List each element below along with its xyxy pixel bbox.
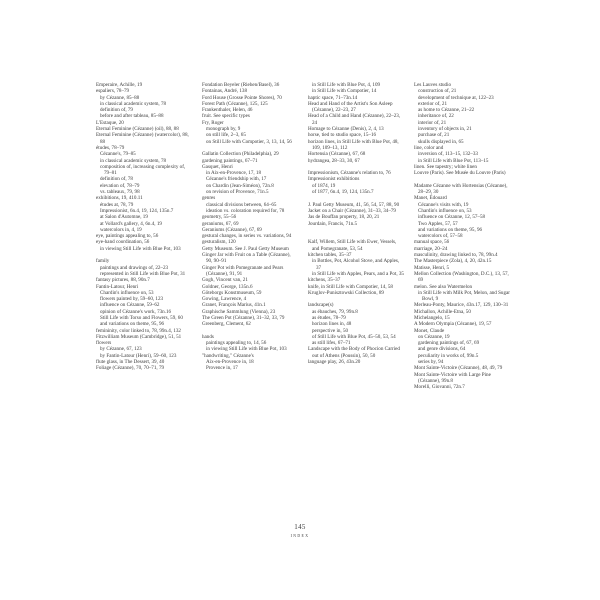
index-subentry: in viewing Still Life with Blue Pot, 103 <box>206 346 287 353</box>
index-column-2 <box>202 82 298 372</box>
index-entry: Fontainas, André, 138 <box>202 88 247 95</box>
index-subentry: and genre divisions, 64 <box>418 346 466 353</box>
index-subentry: as still lifes, 67–71 <box>312 340 351 347</box>
index-subentry: paintings appealing to, 14, 56 <box>206 340 267 347</box>
index-subentry: as ébauches, 79, 99n.8 <box>312 308 358 315</box>
index-entry: Jourdain, Francis, 71n.5 <box>308 220 358 227</box>
index-subentry: as home to Cézanne, 21–22 <box>418 107 475 114</box>
index-subentry: gardening paintings of, 67, 69 <box>418 340 480 347</box>
index-entry: espaliers, 78–79 <box>96 88 130 95</box>
index-entry: Greenberg, Clement, 62 <box>202 321 251 328</box>
index-entry: Gowing, Lawrence, 4 <box>202 296 247 303</box>
index-subentry: before and after tableau, 85–88 <box>100 113 164 120</box>
index-entry: Geraniums (Cézanne), 67, 69 <box>202 226 262 233</box>
index-subentry: Impressionist, 6n.4, 19, 124, 135n.7 <box>100 207 174 214</box>
index-entry: knife, in Still Life with Compotier, 14, 58 <box>308 283 393 290</box>
index-entry: Manet, Édouard <box>414 195 447 202</box>
index-entry: eye-hand coordination, 56 <box>96 239 150 246</box>
index-subentry: on revision of Provence, 71n.5 <box>206 189 269 196</box>
index-subentry: by Cézanne, 85–88 <box>100 94 140 101</box>
index-subentry: development of technique at, 122–23 <box>418 94 494 101</box>
index-entry: Impressionist exhibitions <box>308 176 360 183</box>
index-entry: L'Estaque, 20 <box>96 119 124 126</box>
index-subentry: peculiarity in works of, 99n.5 <box>418 352 479 359</box>
index-subentry: skulls displayed in, 65 <box>418 138 464 145</box>
index-subentry: perspective in, 50 <box>312 327 349 334</box>
index-entry: geraniums, 67, 69 <box>202 220 239 227</box>
index-entry: genres <box>202 195 216 202</box>
index-entry: Mont Sainte-Victoire with Large Pine (Cézanne), 99n.8 <box>414 371 491 384</box>
index-entry: landscape(s) <box>308 302 334 309</box>
index-subentry: elevation of, 78–79 <box>100 182 140 189</box>
index-subentry: in Still Life with Blue Pot, 4, 109 <box>312 82 381 88</box>
index-entry: femininity, color linked to, 78, 99n.4, 132 <box>96 327 181 334</box>
index-entry: Emperaire, Achille, 19 <box>96 82 143 88</box>
index-entry: Ginger Pot with Pomegranate and Pears (Cézanne), 91, 91 <box>202 264 284 277</box>
index-subentry: in Bottles, Pot, Alcohol Stove, and Apples, 37 <box>312 258 400 271</box>
index-subentry: Still Life with Torso and Flowers, 59, 60 <box>100 314 183 321</box>
index-subentry: in Still Life with Blue Pot, 113–15 <box>418 157 489 164</box>
index-entry: Goldner, George, 135n.6 <box>202 283 253 290</box>
index-subentry: Cézanne's, 79–85 <box>100 151 136 158</box>
index-entry: Göteborgs Konstmuseum, 59 <box>202 289 262 296</box>
index-entry: Forest Path (Cézanne), 125, 125 <box>202 100 268 107</box>
index-entry: family <box>96 258 110 265</box>
index-entry: Graphische Sammlung (Vienna), 23 <box>202 308 276 315</box>
running-head: INDEX <box>290 534 310 538</box>
index-subentry: of 1874, 19 <box>312 182 336 189</box>
index-subentry: on Chardin (Jean-Siméon), 72n.8 <box>206 182 274 189</box>
index-entry: Jas de Bouffan property, 18, 20, 21 <box>308 214 380 221</box>
index-entry: eye, paintings appealing to, 56 <box>96 233 159 240</box>
index-subentry: inheritance of, 22 <box>418 113 454 120</box>
index-entry: Morelli, Giovanni, 72n.7 <box>414 384 465 391</box>
index-entry: kitchens, 35–37 <box>308 277 341 284</box>
index-subentry: paintings and drawings of, 22–23 <box>100 264 169 271</box>
index-entry: Kruglov-Punisztowski Collection, 89 <box>308 289 384 296</box>
index-subentry: and variations on theme, 95, 96 <box>100 321 165 328</box>
index-entry: hands <box>202 333 214 340</box>
index-entry: Michelangelo, 15 <box>414 314 450 321</box>
index-subentry: interior of, 21 <box>418 119 447 126</box>
index-entry: Head and Hand of the Artist's Son Asleep (Cézanne), 22–23, 27 <box>308 100 393 114</box>
index-subentry: influence on Cézanne, 59–62 <box>100 302 160 309</box>
index-subentry: at Vollard's gallery, 4, 6n.4, 19 <box>100 220 162 227</box>
index-column-1 <box>96 82 192 372</box>
index-entry: gardening paintings, 67–71 <box>202 157 258 164</box>
index-entry: J. Paul Getty Museum, 41, 56, 54, 57, 88, 90 <box>308 201 400 208</box>
index-entry: Fondation Beyeler (Riehen/Basel), 36 <box>202 82 280 88</box>
index-entry: Granet, François Marius, 41n.1 <box>202 302 266 309</box>
index-entry: Les Lauves studio <box>414 82 452 88</box>
index-entry: language play, 26, 43n.20 <box>308 359 361 366</box>
index-subentry: watercolors in, 4, 19 <box>100 226 142 233</box>
index-subentry: inversion of, 113–15, 132–33 <box>418 151 478 158</box>
index-entry: horizon lines, in Still Life with Blue Pot, 48, 109, 109–13, 112 <box>308 138 399 151</box>
index-subentry: construction of, 21 <box>418 88 457 95</box>
index-subentry: in Aix-en-Provence, 17, 18 <box>206 170 262 177</box>
index-subentry: ideation vs. coloration required for, 78 <box>206 207 285 214</box>
index-subentry: at Salon d'Automne, 19 <box>100 214 148 221</box>
index-entry: kitchen tables, 35–37 <box>308 252 352 259</box>
index-subentry: monograph by, 9 <box>206 126 241 133</box>
index-subentry: Chardin's influence on, 53 <box>100 289 154 296</box>
index-subentry: Two Apples, 57, 57 <box>418 220 458 227</box>
page-number: 145 <box>294 523 306 531</box>
index-entry: Kalf, Willem, Still Life with Ewer, Vessels, and Pomegranate, 53, 54 <box>308 239 397 252</box>
index-subentry: in Still Life with Apples, Pears, and a Pot, 35 <box>312 270 404 277</box>
index-subentry: inventory of objects in, 21 <box>418 126 472 133</box>
index-subentry: Cézanne's friendship with, 17 <box>206 176 267 183</box>
index-entry: "handwriting," Cézanne's <box>202 352 254 359</box>
index-entry: Hortensia (Cézanne), 67, 68 <box>308 151 366 158</box>
index-entry: Landscape with the Body of Phocion Carried out of Athens (Poussin), 50, 50 <box>308 346 400 359</box>
index-entry: Merleau-Ponty, Maurice, 43n.17, 129, 130–31 <box>414 302 509 309</box>
index-subentry: influence on Cézanne, 12, 57–58 <box>418 214 486 221</box>
index-entry: Michallon, Achille-Etna, 50 <box>414 308 471 315</box>
index-subentry: on Cézanne, 19 <box>418 333 450 340</box>
index-entry: études, 78–79 <box>96 144 125 151</box>
index-entry: fruit. See specific types <box>202 113 250 120</box>
index-entry: manual space, 56 <box>414 239 450 246</box>
index-column-4 <box>414 82 510 391</box>
index-subentry: definition of, 78 <box>100 176 133 183</box>
index-columns <box>96 82 514 562</box>
index-subentry: horizon lines in, 48 <box>312 321 352 328</box>
index-subentry: opinion of Cézanne's work, 73n.16 <box>100 308 172 315</box>
index-subentry: by Fantin-Latour (Henri), 59–60, 123 <box>100 352 177 359</box>
index-subentry: series by, 94 <box>418 359 444 366</box>
index-entry: horse, tied to studio space, 15–16 <box>308 132 377 139</box>
index-subentry: purchase of, 21 <box>418 132 450 139</box>
index-subentry: Provence in, 17 <box>206 365 238 372</box>
index-entry: flute glass, in The Dessert, 39, 40 <box>96 359 165 366</box>
index-subentry: Chardin's influence on, 53 <box>418 207 472 214</box>
index-subentry: flowers painted by, 59–60, 123 <box>100 296 164 303</box>
index-entry: Frankenthaler, Helen, 46 <box>202 107 253 114</box>
index-subentry: in viewing Still Life with Blue Pot, 103 <box>100 245 181 252</box>
index-subentry: on Still Life with Compotier, 3, 13, 14, 56 <box>206 138 292 145</box>
index-entry: Gasquet, Henri <box>202 163 233 170</box>
index-subentry: of Still Life with Blue Pot, 45–50, 53, 54 <box>312 333 396 340</box>
index-entry: gesturalism, 120 <box>202 239 236 246</box>
index-entry: Matisse, Henri, 5 <box>414 264 450 271</box>
index-subentry: études at, 78, 79 <box>100 201 134 208</box>
index-entry: Head of a Child and Hand (Cézanne), 22–23, 24 <box>308 113 401 126</box>
index-subentry: vs. tableaux, 79, 98 <box>100 189 140 196</box>
index-subentry: in Still Life with Milk Pot, Melon, and Sugar Bowl, 9 <box>418 289 510 303</box>
index-subentry: of 1877, 6n.4, 19, 124, 135n.7 <box>312 189 374 196</box>
index-subentry: watercolors of, 57–58 <box>418 233 463 240</box>
index-entry: hydrangea, 28–33, 30, 67 <box>308 157 360 164</box>
index-subentry: on still life, 2–3, 65 <box>206 132 246 139</box>
index-entry: masculinity, drawing linked to, 78, 99n.4 <box>414 252 498 259</box>
index-entry: linen. See tapestry; white linen <box>414 163 477 170</box>
index-entry: Gogh, Vincent van, 21 <box>202 277 248 284</box>
index-entry: Louvre (Paris). See Musée du Louvre (Paris) <box>414 170 506 177</box>
index-entry: Ginger Jar with Fruit on a Table (Cézanne), 90, 90–91 <box>202 252 291 265</box>
index-entry: flowers <box>96 340 112 347</box>
index-subentry: classical divisions between, 64–65 <box>206 201 277 208</box>
index-entry: Gallatin Collection (Philadelphia), 29 <box>202 151 279 158</box>
index-entry: Monet, Claude <box>414 327 445 334</box>
index-entry: gestural changes, in series vs. variations, 94 <box>202 233 292 240</box>
index-entry: Eternal Feminine (Cézanne) (oil), 88, 88 <box>96 126 179 133</box>
index-entry: The Masterpiece (Zola), 4, 20, 42n.15 <box>414 258 492 265</box>
index-entry: Eternal Feminine (Cézanne) (watercolor), 88, 88 <box>96 132 189 145</box>
index-entry: geometry, 55–56 <box>202 214 237 221</box>
index-entry: exhibitions, 19, 410.11 <box>96 195 143 202</box>
index-subentry: and variations on theme, 95, 96 <box>418 226 483 233</box>
index-subentry: in Still Life with Compotier, 14 <box>312 88 377 95</box>
index-subentry: in classical academic system, 78 <box>100 157 167 164</box>
index-entry: Impressionism, Cézanne's relation to, 76 <box>308 170 391 177</box>
index-subentry: as études, 78–79 <box>312 314 346 321</box>
index-entry: Mellon Collection (Washington, D.C.), 13, 57, 69 <box>414 270 509 284</box>
index-entry: Fantin-Latour, Henri <box>96 283 139 290</box>
index-subentry: Aix-en-Provence in, 18 <box>206 359 254 366</box>
index-subentry: Cézanne's visits with, 19 <box>418 201 469 208</box>
index-subentry: definition of, 79 <box>100 107 133 114</box>
index-entry: Homage to Cézanne (Denis), 2, 4, 13 <box>308 126 384 133</box>
index-entry: The Green Pot (Cézanne), 31–32, 33, 79 <box>202 314 285 321</box>
index-subentry: in classical academic system, 78 <box>100 100 167 107</box>
index-entry: line, color and <box>414 144 444 151</box>
index-entry: A Modern Olympia (Cézanne), 19, 57 <box>414 321 492 328</box>
index-entry: Ford House (Grosse Pointe Shores), 70 <box>202 94 282 101</box>
index-subentry: represented in Still Life with Blue Pot, 31 <box>100 270 186 277</box>
index-subentry: by Cézanne, 67, 123 <box>100 346 142 353</box>
index-entry: melon. See also Watermelon <box>414 283 473 290</box>
index-entry: Mont Sainte-Victoire (Cézanne), 48, 49, 79 <box>414 365 503 372</box>
index-entry: Madame Cézanne with Hortensias (Cézanne), 28–29, 30 <box>414 182 508 196</box>
index-column-3 <box>308 82 404 365</box>
index-entry: Fitzwilliam Museum (Cambridge), 51, 51 <box>96 333 182 340</box>
index-subentry: exterior of, 21 <box>418 100 447 107</box>
index-entry: haptic space, 71–73n.14 <box>308 94 358 101</box>
index-subentry: composition of, increasing complexity of, 79–81 <box>100 163 186 177</box>
index-entry: fantasy pictures, 88, 90n.7 <box>96 277 150 284</box>
index-entry: Jacket on a Chair (Cézanne), 31–33, 34–79 <box>308 207 396 214</box>
index-entry: Fry, Roger <box>202 119 224 126</box>
index-entry: Getty Museum. See J. Paul Getty Museum <box>202 245 289 252</box>
index-entry: Foliage (Cézanne), 70, 70–71, 79 <box>96 365 165 372</box>
index-entry: marriage, 20–24 <box>414 245 448 252</box>
